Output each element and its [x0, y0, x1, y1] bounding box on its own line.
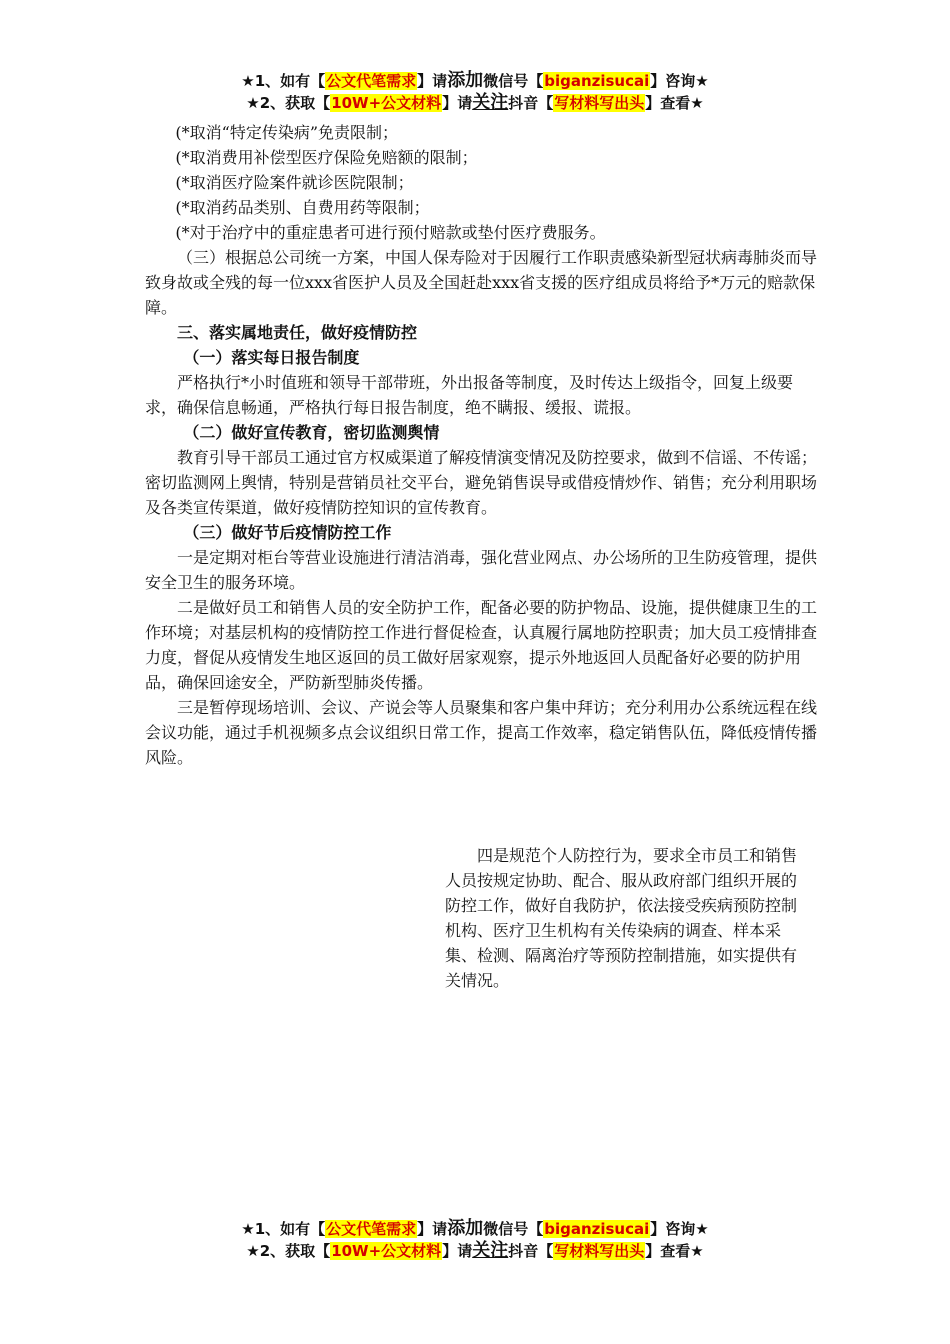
- banner-highlight: 写材料写出头: [554, 94, 645, 112]
- banner-text: 】请: [442, 1242, 473, 1260]
- list-item: (*取消药品类别、自费用药等限制；: [175, 198, 430, 217]
- banner-emphasis: 关注: [472, 92, 509, 113]
- paragraph: 二是做好员工和销售人员的安全防护工作，配备必要的防护物品、设施，提供健康卫生的工作环境；对基层机构的疫情防控工作进行督促检查，认真履行属地防控职责；加大员工疫情排查力度，督促从疫情发生地区返回的员工做好居家观察，提示外地返回人员配备好必要的防护用品，确保回途安全，严防新型肺炎传播。: [145, 598, 818, 692]
- section-heading: 三、落实属地责任，做好疫情防控: [177, 323, 418, 342]
- list-item: (*取消“特定传染病”免责限制；: [175, 123, 398, 142]
- list-item: (*取消费用补偿型医疗保险免赔额的限制；: [175, 148, 478, 167]
- banner-text: ★2、获取【: [246, 94, 331, 112]
- bottom-banner: [0, 1218, 950, 1262]
- banner-text: 抖音【: [508, 94, 554, 112]
- subsection-heading: （三）做好节后疫情防控工作: [183, 523, 392, 542]
- banner-line-2: [0, 92, 950, 114]
- banner-text: ★2、获取【: [246, 1242, 331, 1260]
- banner-emphasis: 添加: [447, 1218, 484, 1239]
- banner-text: 】请: [417, 72, 448, 90]
- banner-highlight: 公文代笔需求: [326, 1220, 417, 1238]
- banner-text: 】请: [442, 94, 473, 112]
- paragraph-offset: 四是规范个人防控行为，要求全市员工和销售人员按规定协助、配合、服从政府部门组织开展的防控工作，做好自我防护，依法接受疾病预防控制机构、医疗卫生机构有关传染病的调查、样本采集、检测、隔离治疗等预防控制措施，如实提供有关情况。: [445, 846, 798, 990]
- banner-text: ★1、如有【: [241, 1220, 326, 1238]
- banner-text: ★1、如有【: [241, 72, 326, 90]
- banner-text: 】请: [417, 1220, 448, 1238]
- banner-emphasis: 关注: [472, 1240, 509, 1261]
- document-body: [145, 120, 820, 770]
- banner-highlight: biganzisucai: [544, 72, 650, 90]
- subsection-heading: （一）落实每日报告制度: [183, 348, 360, 367]
- paragraph: 三是暂停现场培训、会议、产说会等人员聚集和客户集中拜访；充分利用办公系统远程在线会议功能，通过手机视频多点会议组织日常工作，提高工作效率，稳定销售队伍，降低疫情传播风险。: [145, 698, 818, 767]
- list-item: (*对于治疗中的重症患者可进行预付赔款或垫付医疗费服务。: [175, 223, 606, 242]
- banner-highlight: biganzisucai: [544, 1220, 650, 1238]
- banner-highlight: 写材料写出头: [554, 1242, 645, 1260]
- paragraph: 一是定期对柜台等营业设施进行清洁消毒，强化营业网点、办公场所的卫生防疫管理，提供安全卫生的服务环境。: [145, 548, 818, 592]
- list-item: (*取消医疗险案件就诊医院限制；: [175, 173, 414, 192]
- banner-text: 】咨询★: [650, 1220, 709, 1238]
- banner-text: 微信号【: [483, 72, 544, 90]
- banner-text: 微信号【: [483, 1220, 544, 1238]
- paragraph-compensation: （三）根据总公司统一方案，中国人保寿险对于因履行工作职责感染新型冠状病毒肺炎而导致身故或全残的每一位xxx省医护人员及全国赶赴xxx省支援的医疗组成员将给予*万元的赔款保障。: [145, 248, 818, 317]
- banner-text: 】查看★: [645, 1242, 704, 1260]
- banner-line-1: [0, 70, 950, 92]
- top-banner: [0, 70, 950, 114]
- banner-line-1: [0, 1218, 950, 1240]
- paragraph: 严格执行*小时值班和领导干部带班，外出报备等制度，及时传达上级指令，回复上级要求，确保信息畅通，严格执行每日报告制度，绝不瞒报、缓报、谎报。: [145, 373, 794, 417]
- banner-highlight: 10W+公文材料: [331, 94, 442, 112]
- banner-highlight: 10W+公文材料: [331, 1242, 442, 1260]
- banner-text: 抖音【: [508, 1242, 554, 1260]
- subsection-heading: （二）做好宣传教育，密切监测舆情: [183, 423, 440, 442]
- banner-emphasis: 添加: [447, 70, 484, 91]
- banner-text: 】咨询★: [650, 72, 709, 90]
- banner-line-2: [0, 1240, 950, 1262]
- banner-highlight: 公文代笔需求: [326, 72, 417, 90]
- paragraph: 教育引导干部员工通过官方权威渠道了解疫情演变情况及防控要求，做到不信谣、不传谣；密切监测网上舆情，特别是营销员社交平台，避免销售误导或借疫情炒作、销售；充分利用职场及各类宣传渠道，做好疫情防控知识的宣传教育。: [145, 448, 818, 517]
- banner-text: 】查看★: [645, 94, 704, 112]
